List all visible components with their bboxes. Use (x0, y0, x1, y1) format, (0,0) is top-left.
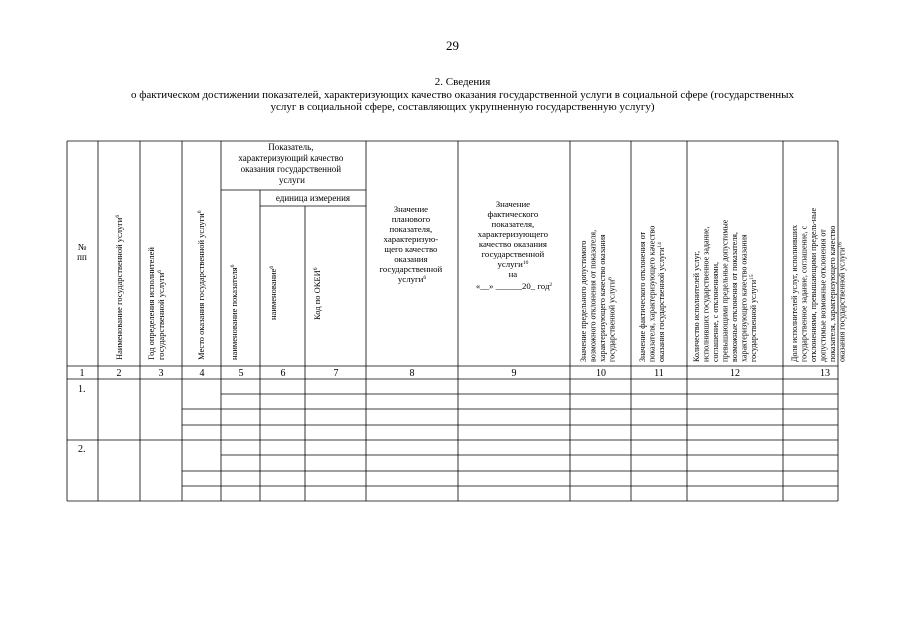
col-number: 5 (238, 368, 244, 379)
col-number: 9 (511, 368, 517, 379)
col11-header: Значение фактического отклонения от показателя, характеризующего качество оказания государственной услуги$^{14}$ (638, 225, 666, 362)
column-number-row (80, 368, 831, 379)
col8-header: Значение планового показателя, характеризую- щего качество оказания государственной услуги$^6$ (379, 204, 443, 284)
col-number: 6 (280, 368, 286, 379)
col-number: 11 (654, 368, 664, 379)
col1-header-line1: № (77, 242, 87, 252)
col-number: 1 (79, 368, 85, 379)
col7-header: Код по ОКЕИ$^6$ (312, 267, 322, 320)
col-number: 4 (199, 368, 205, 379)
col10-header: Значение предельного допустимого возможного отклонения от показателя, характеризующего качество оказания государственной услуги$^6$ (579, 229, 617, 362)
row-number: 2. (78, 444, 86, 455)
col-number: 13 (820, 368, 830, 379)
col12-header: Количество исполнителей услуг, исполнивших государственное задание, соглашение, с отклонениями, превышающими предельные допустимые возможные отклонения от показателя, характеризующего качество оказания государственной услуги$^{15}$ (692, 219, 758, 362)
col-number: 2 (116, 368, 122, 379)
col13-header: Доля исполнителей услуг, исполнивших государственное задание, соглашение, с отклонениями, превышающими предель-ные допустимые возможные отклонения от показателя, характеризующего качество оказания государственной услуги$^{16}$ (790, 207, 847, 362)
page-number: 29 (446, 38, 459, 53)
col1-header-line2: пп (77, 252, 87, 262)
unit-group-header: единица измерения (275, 193, 351, 203)
title-line-3: услуг в социальной сфере, составляющих укрупненную государственную услугу) (270, 101, 655, 113)
indicator-group-header: Показатель, характеризующий качество оказания государственной услуги (238, 142, 344, 185)
col-number: 12 (730, 368, 740, 379)
col6-header: наименование$^6$ (268, 265, 278, 320)
col-number: 3 (158, 368, 164, 379)
row-number: 1. (78, 384, 86, 395)
title-line-1: 2. Сведения (434, 76, 491, 88)
col-number: 7 (333, 368, 339, 379)
col2-header: Наименование государственной услуги$^6$ (114, 214, 124, 360)
col9-header: Значение фактического показателя, характеризующего качество оказания государственной услуги$^{10}$ на «__» ______20_ год$^2$ (475, 199, 553, 291)
col3-header: Год определения исполнителей государственной услуги$^6$ (146, 247, 166, 360)
col-number: 8 (409, 368, 415, 379)
title-line-2: о фактическом достижении показателей, характеризующих качество оказания государственной услуги в социальной сфере (государственных (130, 88, 795, 101)
col4-header: Место оказания государственной услуги$^6$ (196, 210, 206, 360)
col-number: 10 (596, 368, 606, 379)
col5-header: наименование показателя$^6$ (229, 264, 239, 360)
